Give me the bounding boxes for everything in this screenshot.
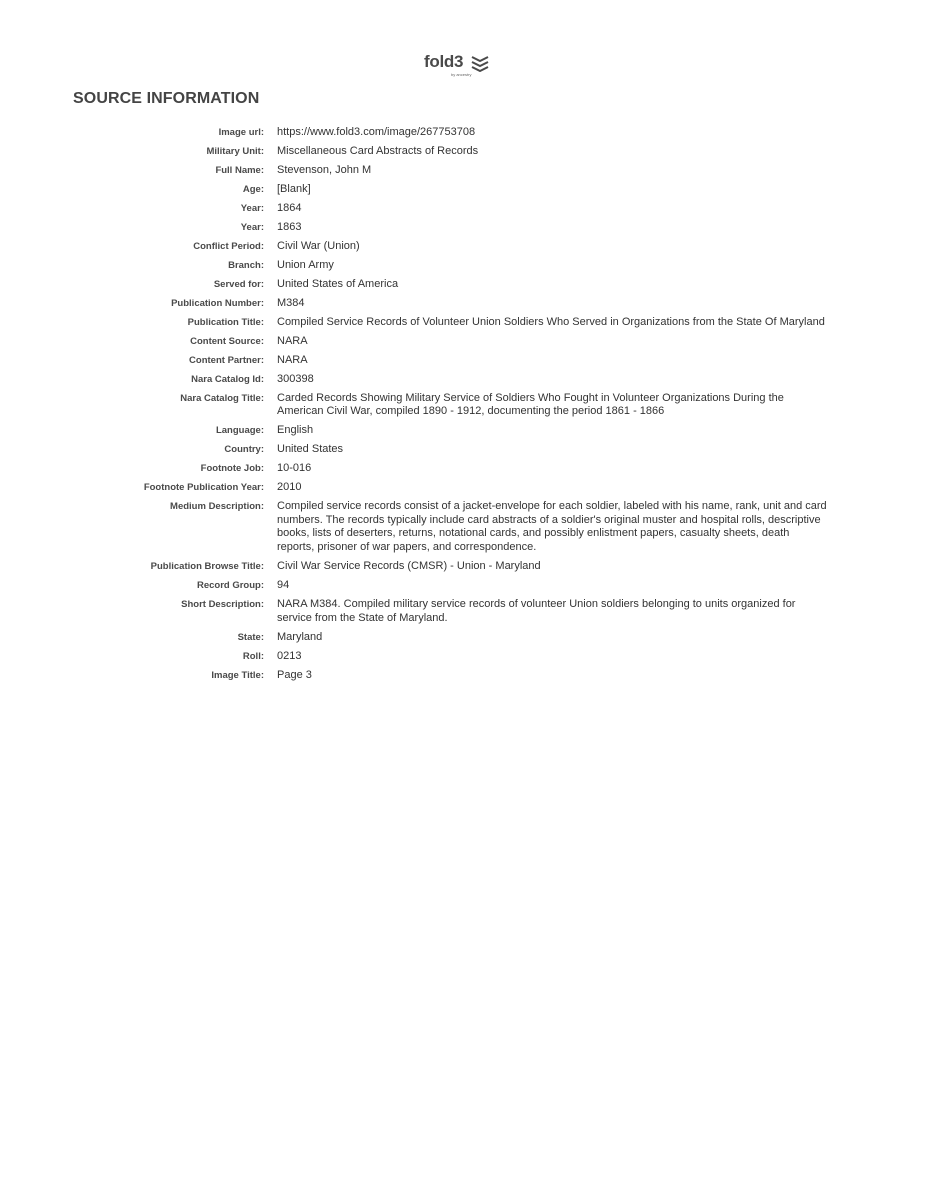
field-label: Publication Title: [187, 316, 264, 328]
field-value: M384 [277, 296, 305, 309]
field-label: Content Source: [190, 335, 264, 347]
section-title: SOURCE INFORMATION [73, 90, 260, 107]
field-value: Civil War (Union) [277, 239, 360, 252]
field-row [0, 164, 927, 178]
logo-wordmark: fold3 [424, 52, 464, 71]
field-value: 0213 [277, 649, 302, 662]
field-label: Conflict Period: [193, 240, 264, 252]
field-row [0, 240, 927, 254]
field-row [0, 221, 927, 235]
field-label: Medium Description: [170, 501, 264, 513]
field-value: NARA M384. Compiled military service records of volunteer Union soldiers belonging to units organized for service from the State of Maryland. [277, 598, 796, 624]
field-value: NARA [277, 353, 308, 366]
field-label: State: [237, 631, 264, 643]
field-value: United States [277, 443, 344, 456]
field-label: Content Partner: [189, 354, 264, 366]
field-row [0, 560, 927, 574]
field-row [0, 126, 927, 140]
field-value: 10-016 [277, 462, 312, 475]
field-label: Publication Browse Title: [150, 561, 264, 573]
field-label: Image Title: [211, 669, 264, 681]
field-row [0, 392, 927, 419]
field-label: Age: [242, 183, 264, 195]
field-value: 2010 [277, 481, 302, 494]
field-label: Short Description: [181, 599, 264, 611]
field-value: Maryland [277, 630, 323, 643]
field-value: Stevenson, John M [277, 163, 372, 176]
field-row [0, 631, 927, 645]
field-value: Compiled Service Records of Volunteer Union Soldiers Who Served in Organizations from the State Of Maryland [277, 315, 825, 328]
field-value: 1864 [277, 201, 302, 214]
field-label: Full Name: [215, 164, 264, 176]
field-value: Civil War Service Records (CMSR) - Union - Maryland [277, 560, 541, 573]
field-label: Roll: [242, 650, 264, 662]
field-label: Branch: [228, 259, 264, 271]
field-label: Language: [215, 425, 264, 437]
field-row [0, 443, 927, 457]
field-row [0, 297, 927, 311]
fold3-logo [424, 52, 504, 82]
field-value: 94 [277, 579, 290, 592]
field-value: [Blank] [277, 182, 311, 195]
field-label: Record Group: [196, 580, 264, 592]
field-row [0, 579, 927, 593]
field-row [0, 373, 927, 387]
field-value: Miscellaneous Card Abstracts of Records [277, 144, 479, 157]
field-row [0, 316, 927, 330]
field-value: NARA [277, 334, 308, 347]
field-label: Country: [224, 444, 264, 456]
field-row [0, 650, 927, 664]
field-row [0, 354, 927, 368]
field-label: Military Unit: [206, 145, 264, 157]
source-fields-list [0, 126, 927, 688]
field-row [0, 278, 927, 292]
field-row [0, 424, 927, 438]
field-value: Union Army [277, 258, 334, 271]
field-row [0, 183, 927, 197]
field-row [0, 500, 927, 554]
field-label: Year: [240, 202, 264, 214]
field-row [0, 145, 927, 159]
field-label: Nara Catalog Id: [191, 373, 264, 385]
field-value: 300398 [277, 372, 314, 385]
logo-tagline: by ancestry [451, 72, 472, 77]
field-value: United States of America [277, 277, 399, 290]
field-label: Image url: [218, 127, 264, 138]
field-row [0, 462, 927, 476]
field-row [0, 335, 927, 349]
field-row [0, 202, 927, 216]
field-label: Served for: [213, 278, 264, 290]
field-row [0, 481, 927, 495]
field-value: 1863 [277, 220, 302, 233]
field-value: English [277, 424, 314, 437]
field-value: Page 3 [277, 668, 312, 681]
field-label: Year: [240, 221, 264, 233]
field-label: Footnote Job: [200, 463, 264, 475]
image-url-value: https://www.fold3.com/image/267753708 [277, 126, 476, 138]
field-row [0, 669, 927, 683]
field-label: Nara Catalog Title: [180, 392, 264, 404]
chevron-stack-icon [471, 54, 489, 72]
field-value: Carded Records Showing Military Service of Soldiers Who Fought in Volunteer Organizations During the American Civil War, compiled 1890 - 1912, documenting the period 1861 - 1866 [277, 391, 784, 418]
field-value: Compiled service records consist of a jacket-envelope for each soldier, labeled with his name, rank, unit and card numbers. The records typically include card abstracts of a soldier's original muster and hospital rolls, descriptive books, lists of deserters, returns, notational cards, and possibly enlistment papers, casualty sheets, death reports, prisoner of war papers, and correspondence. [277, 500, 827, 554]
field-label: Publication Number: [171, 297, 264, 309]
field-label: Footnote Publication Year: [143, 482, 264, 494]
field-row [0, 598, 927, 625]
field-row [0, 259, 927, 273]
